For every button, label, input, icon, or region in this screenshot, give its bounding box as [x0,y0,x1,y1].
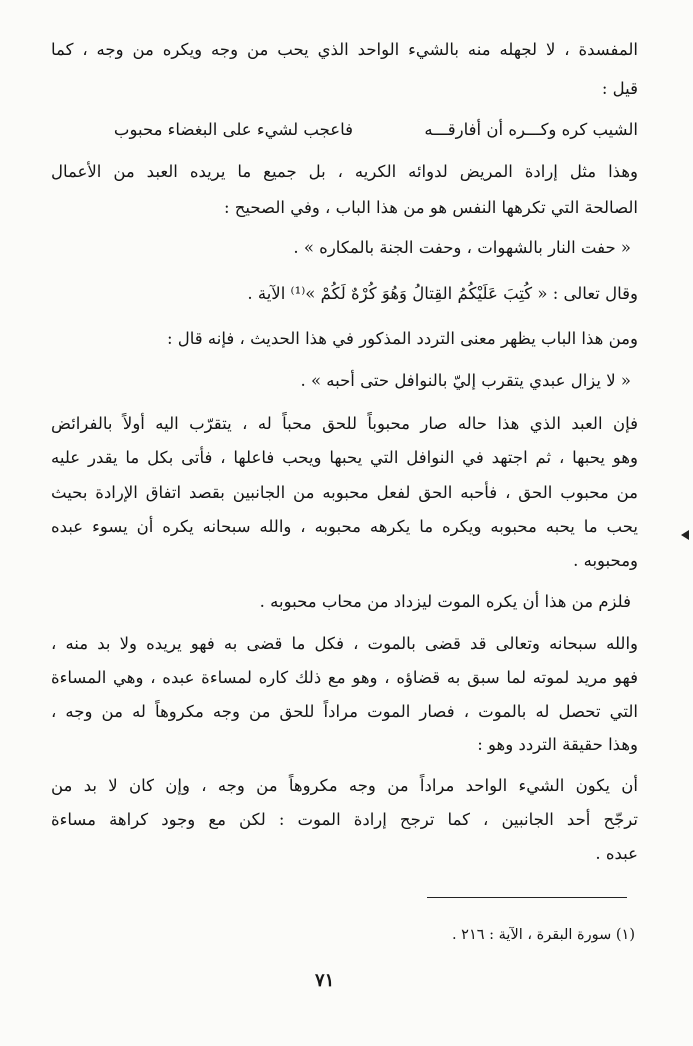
text-line: وهذا مثل إرادة المريض لدوائه الكريه ، بل جميع ما يريده العبد من الأعمال [51,162,638,181]
margin-arrow-icon [681,530,689,540]
text-line: التي تحصل له بالموت ، فصار الموت مراداً للحق من وجه مكروهاً له من وجه ، [51,702,638,721]
text-line: ترجّح أحد الجانبين ، كما ترجح إرادة الموت : لكن مع وجود كراهة مساءة [51,810,638,829]
footnote: (١) سورة البقرة ، الآية : ٢١٦ . [451,927,635,943]
text-line: عبده . [595,844,638,863]
text-line: الصالحة التي تكرهها النفس هو من هذا الباب ، وفي الصحيح : [223,198,638,217]
text-line: قيل : [601,79,638,98]
text-line: فهو مريد لموته لما سبق به قضاؤه ، وهو مع ذلك كاره لمساءة عبده ، وهي المساءة [51,668,638,687]
text-line: ومن هذا الباب يظهر معنى التردد المذكور في هذا الحديث ، فإنه قال : [166,329,638,348]
page-number: ٧١ [315,970,335,991]
text-line: من محبوب الحق ، فأحبه الحق لفعل محبوبه من الجانبين بقصد اتفاق الإرادة بحيث [51,483,638,502]
text-line: ومحبوبه . [573,551,638,570]
verse-second-hemistich: فاعجب لشيء على البغضاء محبوب [113,120,353,139]
text-line: والله سبحانه وتعالى قد قضى بالموت ، فكل ما قضى به فهو يريده ولا بد منه ، [51,634,638,653]
hadith-quote: « حفت النار بالشهوات ، وحفت الجنة بالمكاره » . [293,238,631,257]
text-line: فلزم من هذا أن يكره الموت ليزداد من محاب محبوبه . [259,592,631,611]
text-line: يحب ما يحبه محبوبه ويكره ما يكرهه محبوبه ، والله سبحانه يكره أن يسوء عبده [51,517,638,536]
text-line: وهذا حقيقة التردد وهو : [477,735,638,754]
text-line: فإن العبد الذي هذا حاله صار محبوباً للحق محباً له ، يتقرّب اليه أولاً بالفرائض [51,414,638,433]
footnote-separator [427,897,627,898]
text-line: أن يكون الشيء الواحد مراداً من وجه مكروهاً من وجه ، وإن كان لا بد من [51,776,638,795]
quran-quote-line: وقال تعالى : « كُتِبَ عَلَيْكُمُ القِتالُ وَهُوَ كُرْهٌ لَكُمْ »⁽¹⁾ الآية . [247,284,638,303]
text-line: المفسدة ، لا لجهله منه بالشيء الواحد الذي يحب من وجه ويكره من وجه ، كما [51,40,638,59]
verse-first-hemistich: الشيب كره وكـــره أن أفارقـــه [424,120,638,139]
hadith-quote: « لا يزال عبدي يتقرب إليّ بالنوافل حتى أحبه » . [300,371,631,390]
text-line: وهو يحبها ، ثم اجتهد في النوافل التي يحبها ويحب فاعلها ، فأتى بكل ما يقدر عليه [51,448,638,467]
